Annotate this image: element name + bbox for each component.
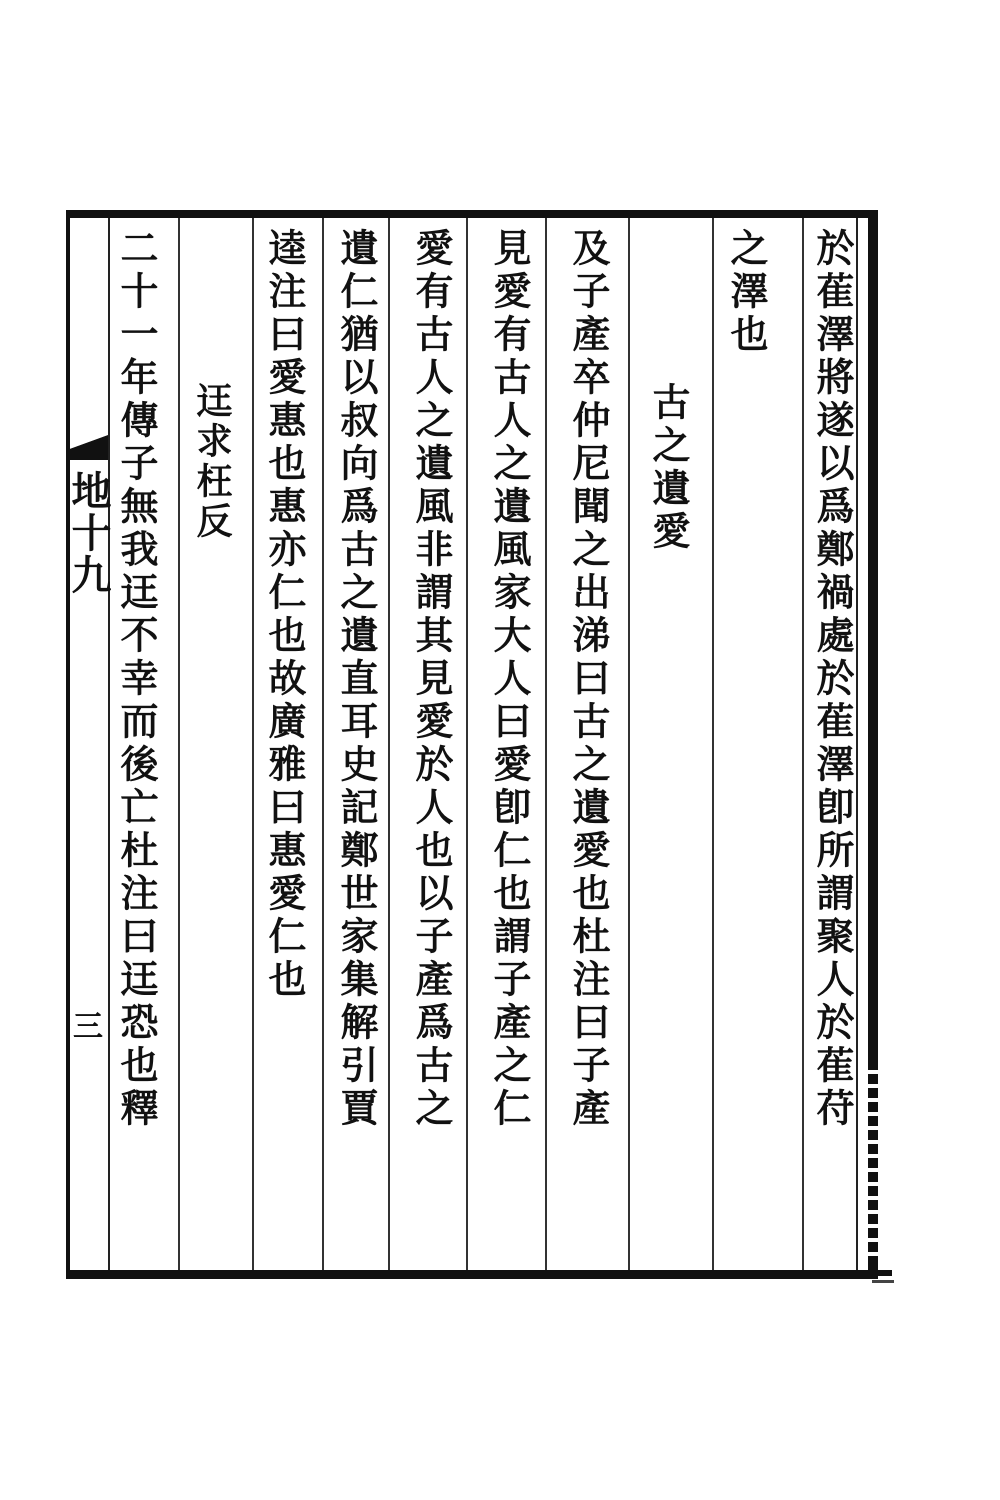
- text-column-2: 之澤也: [724, 228, 769, 357]
- frame-left-border: [66, 210, 70, 1278]
- banner-rule: [108, 218, 110, 1270]
- column-rule: [178, 218, 180, 1270]
- text-column-8: 逵注曰愛惠也惠亦仁也故廣雅曰惠愛仁也: [262, 228, 307, 1002]
- text-column-7: 遺仁猶以叔向爲古之遺直耳史記鄭世家集解引賈: [334, 228, 379, 1131]
- column-rule: [545, 218, 547, 1270]
- column-rule: [712, 218, 714, 1270]
- text-column-6: 愛有古人之遺風非謂其見愛於人也以子產爲古之: [409, 228, 454, 1131]
- column-rule: [802, 218, 804, 1270]
- column-rule: [252, 218, 254, 1270]
- fishtail-mark: [70, 428, 108, 460]
- text-column-10: 二十一年傳子無我迋不幸而後亡杜注曰迋恐也釋: [114, 228, 159, 1131]
- column-rule: [388, 218, 390, 1270]
- text-column-9: 迋求枉反: [191, 382, 233, 542]
- text-column-1: 於萑澤將遂以爲鄭禍處於萑澤卽所謂聚人於萑苻: [810, 228, 855, 1131]
- frame-bottom-border: [66, 1270, 878, 1279]
- side-edge-mark: [868, 1060, 878, 1260]
- frame-corner-mark: [878, 1270, 892, 1276]
- frame-top-border: [66, 210, 878, 218]
- text-column-3: 古之遺愛: [646, 382, 691, 554]
- column-rule: [628, 218, 630, 1270]
- text-column-4: 及子產卒仲尼聞之出涕曰古之遺愛也杜注曰子產: [566, 228, 611, 1131]
- text-column-5: 見愛有古人之遺風家大人曰愛卽仁也謂子產之仁: [487, 228, 532, 1131]
- frame-corner-mark-2: [872, 1280, 894, 1283]
- frame-right-inner-border: [856, 218, 858, 1270]
- column-rule: [322, 218, 324, 1270]
- page-number: 三: [67, 1010, 102, 1040]
- column-rule: [466, 218, 468, 1270]
- banner-title: 地十九: [65, 470, 112, 596]
